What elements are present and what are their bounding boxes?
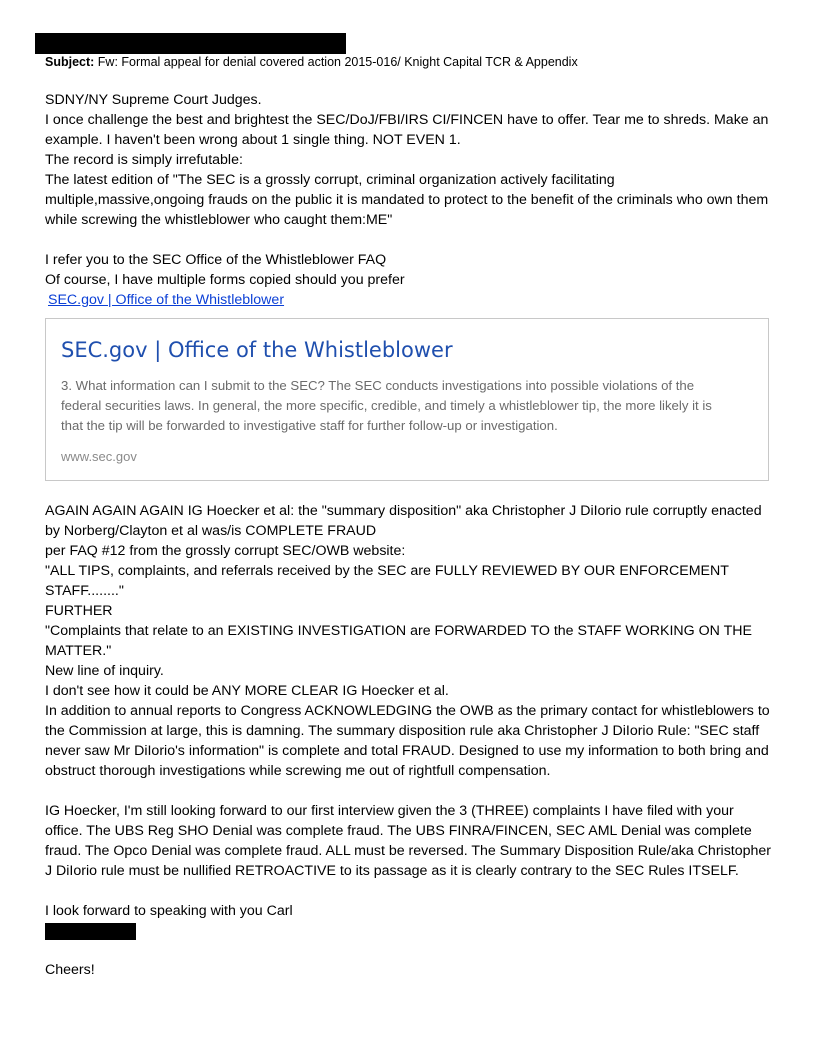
email-body [45,90,775,980]
body-line: AGAIN AGAIN AGAIN IG Hoecker et al: the "summary disposition" aka Christopher J DiIorio rule corruptly enacted by Norberg/Clayton et al was/is COMPLETE FRAUD [45,503,762,539]
body-line: "Complaints that relate to an EXISTING INVESTIGATION are FORWARDED TO the STAFF WORKING ON THE MATTER." [45,623,752,659]
body-line: I don't see how it could be ANY MORE CLEAR IG Hoecker et al. [45,683,449,699]
body-line: In addition to annual reports to Congress ACKNOWLEDGING the OWB as the primary contact for whistleblowers to the Commission at large, this is damning. The summary disposition rule aka Christopher J DiIorio Rule: "SEC staff never saw Mr DiIorio's information" is complete and total FRAUD. Designed to use my information to both bring and obstruct thorough investigations while screwing me out of rightfull compensation. [45,703,770,779]
link-preview-card[interactable] [45,318,769,481]
subject-line [45,54,578,71]
link-preview-domain: www.sec.gov [61,449,137,464]
subject-label: Subject: [45,55,95,69]
body-line: I once challenge the best and brightest the SEC/DoJ/FBI/IRS CI/FINCEN have to offer. Tear me to shreds. Make an example. I haven't been wrong about 1 single thing. NOT EVEN 1. [45,112,769,148]
body-line: per FAQ #12 from the grossly corrupt SEC/OWB website: [45,543,406,559]
body-paragraph: IG Hoecker, I'm still looking forward to our first interview given the 3 (THREE) complaints I have filed with your office. The UBS Reg SHO Denial was complete fraud. The UBS FINRA/FINCEN, SEC AML Denial was complete fraud. The Opco Denial was complete fraud. ALL must be reversed. The Summary Disposition Rule/aka Christopher J DiIorio rule must be nullified RETROACTIVE to its passage as it is clearly contrary to the SEC Rules ITSELF. [45,803,772,879]
body-line: New line of inquiry. [45,663,164,679]
link-preview-title[interactable]: SEC.gov | Office of the Whistleblower [61,338,453,362]
body-line: I refer you to the SEC Office of the Whistleblower FAQ [45,252,387,268]
redaction-bar-header [35,33,346,54]
link-preview-description: 3. What information can I submit to the SEC? The SEC conducts investigations into possible violations of the federal securities laws. In general, the more specific, credible, and timely a whistleblower tip, the more likely it is that the tip will be forwarded to investigative staff for further follow-up or investigation. [61,378,712,433]
redaction-bar-signature [45,923,136,940]
closing-line: Cheers! [45,962,95,978]
body-line: FURTHER [45,603,113,619]
body-line: I look forward to speaking with you Carl [45,903,293,919]
sec-whistleblower-link[interactable]: SEC.gov | Office of the Whistleblower [48,292,285,308]
body-line: SDNY/NY Supreme Court Judges. [45,92,262,108]
body-line: Of course, I have multiple forms copied should you prefer [45,272,405,288]
body-line: The latest edition of "The SEC is a grossly corrupt, criminal organization actively facilitating multiple,massive,ongoing frauds on the public it is mandated to protect to the benefit of the criminals who own them while screwing the whistleblower who caught them:ME" [45,172,769,228]
body-line: The record is simply irrefutable: [45,152,243,168]
body-line [45,290,775,310]
subject-text: Fw: Formal appeal for denial covered action 2015-016/ Knight Capital TCR & Appendix [97,55,578,69]
body-line: "ALL TIPS, complaints, and referrals received by the SEC are FULLY REVIEWED BY OUR ENFORCEMENT STAFF........" [45,563,729,599]
